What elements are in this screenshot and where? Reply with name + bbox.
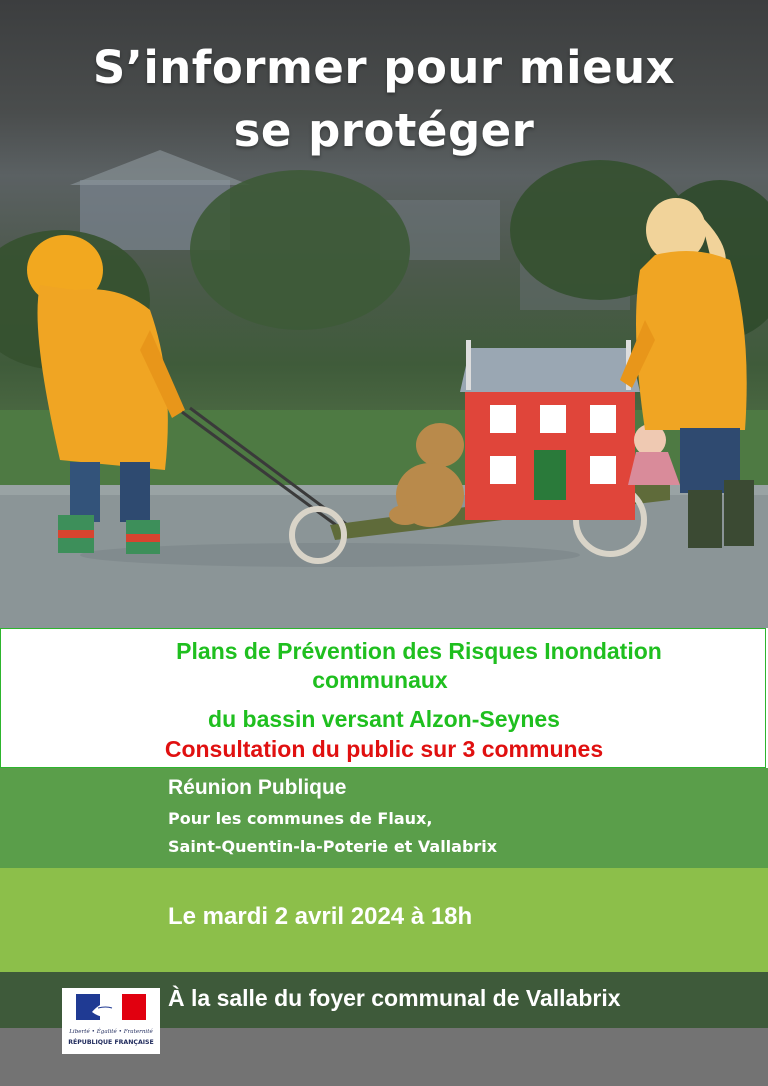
meeting-sub-line-1: Pour les communes de Flaux, [168,809,433,828]
info-line-plans: Plans de Prévention des Risques Inondation [176,638,662,664]
title-line-2: se protéger [233,104,535,157]
info-line-bassin: du bassin versant Alzon-Seynes [208,706,560,732]
poster-title [0,36,768,162]
title-line-1: S’informer pour mieux [92,41,676,94]
meeting-date: Le mardi 2 avril 2024 à 18h [168,903,473,930]
info-line-consultation: Consultation du public sur 3 communes [164,736,604,762]
info-line-communaux: communaux [312,667,448,693]
marianne-logo-icon [62,988,160,1028]
republique-francaise-logo [62,988,160,1054]
meeting-venue: À la salle du foyer communal de Vallabrix [168,985,621,1011]
logo-motto: Liberté • Égalité • Fraternité [69,1029,153,1035]
meeting-title: Réunion Publique [168,776,347,799]
meeting-sub-line-2: Saint-Quentin-la-Poterie et Vallabrix [168,837,498,856]
logo-republic: RÉPUBLIQUE FRANÇAISE [68,1039,154,1046]
